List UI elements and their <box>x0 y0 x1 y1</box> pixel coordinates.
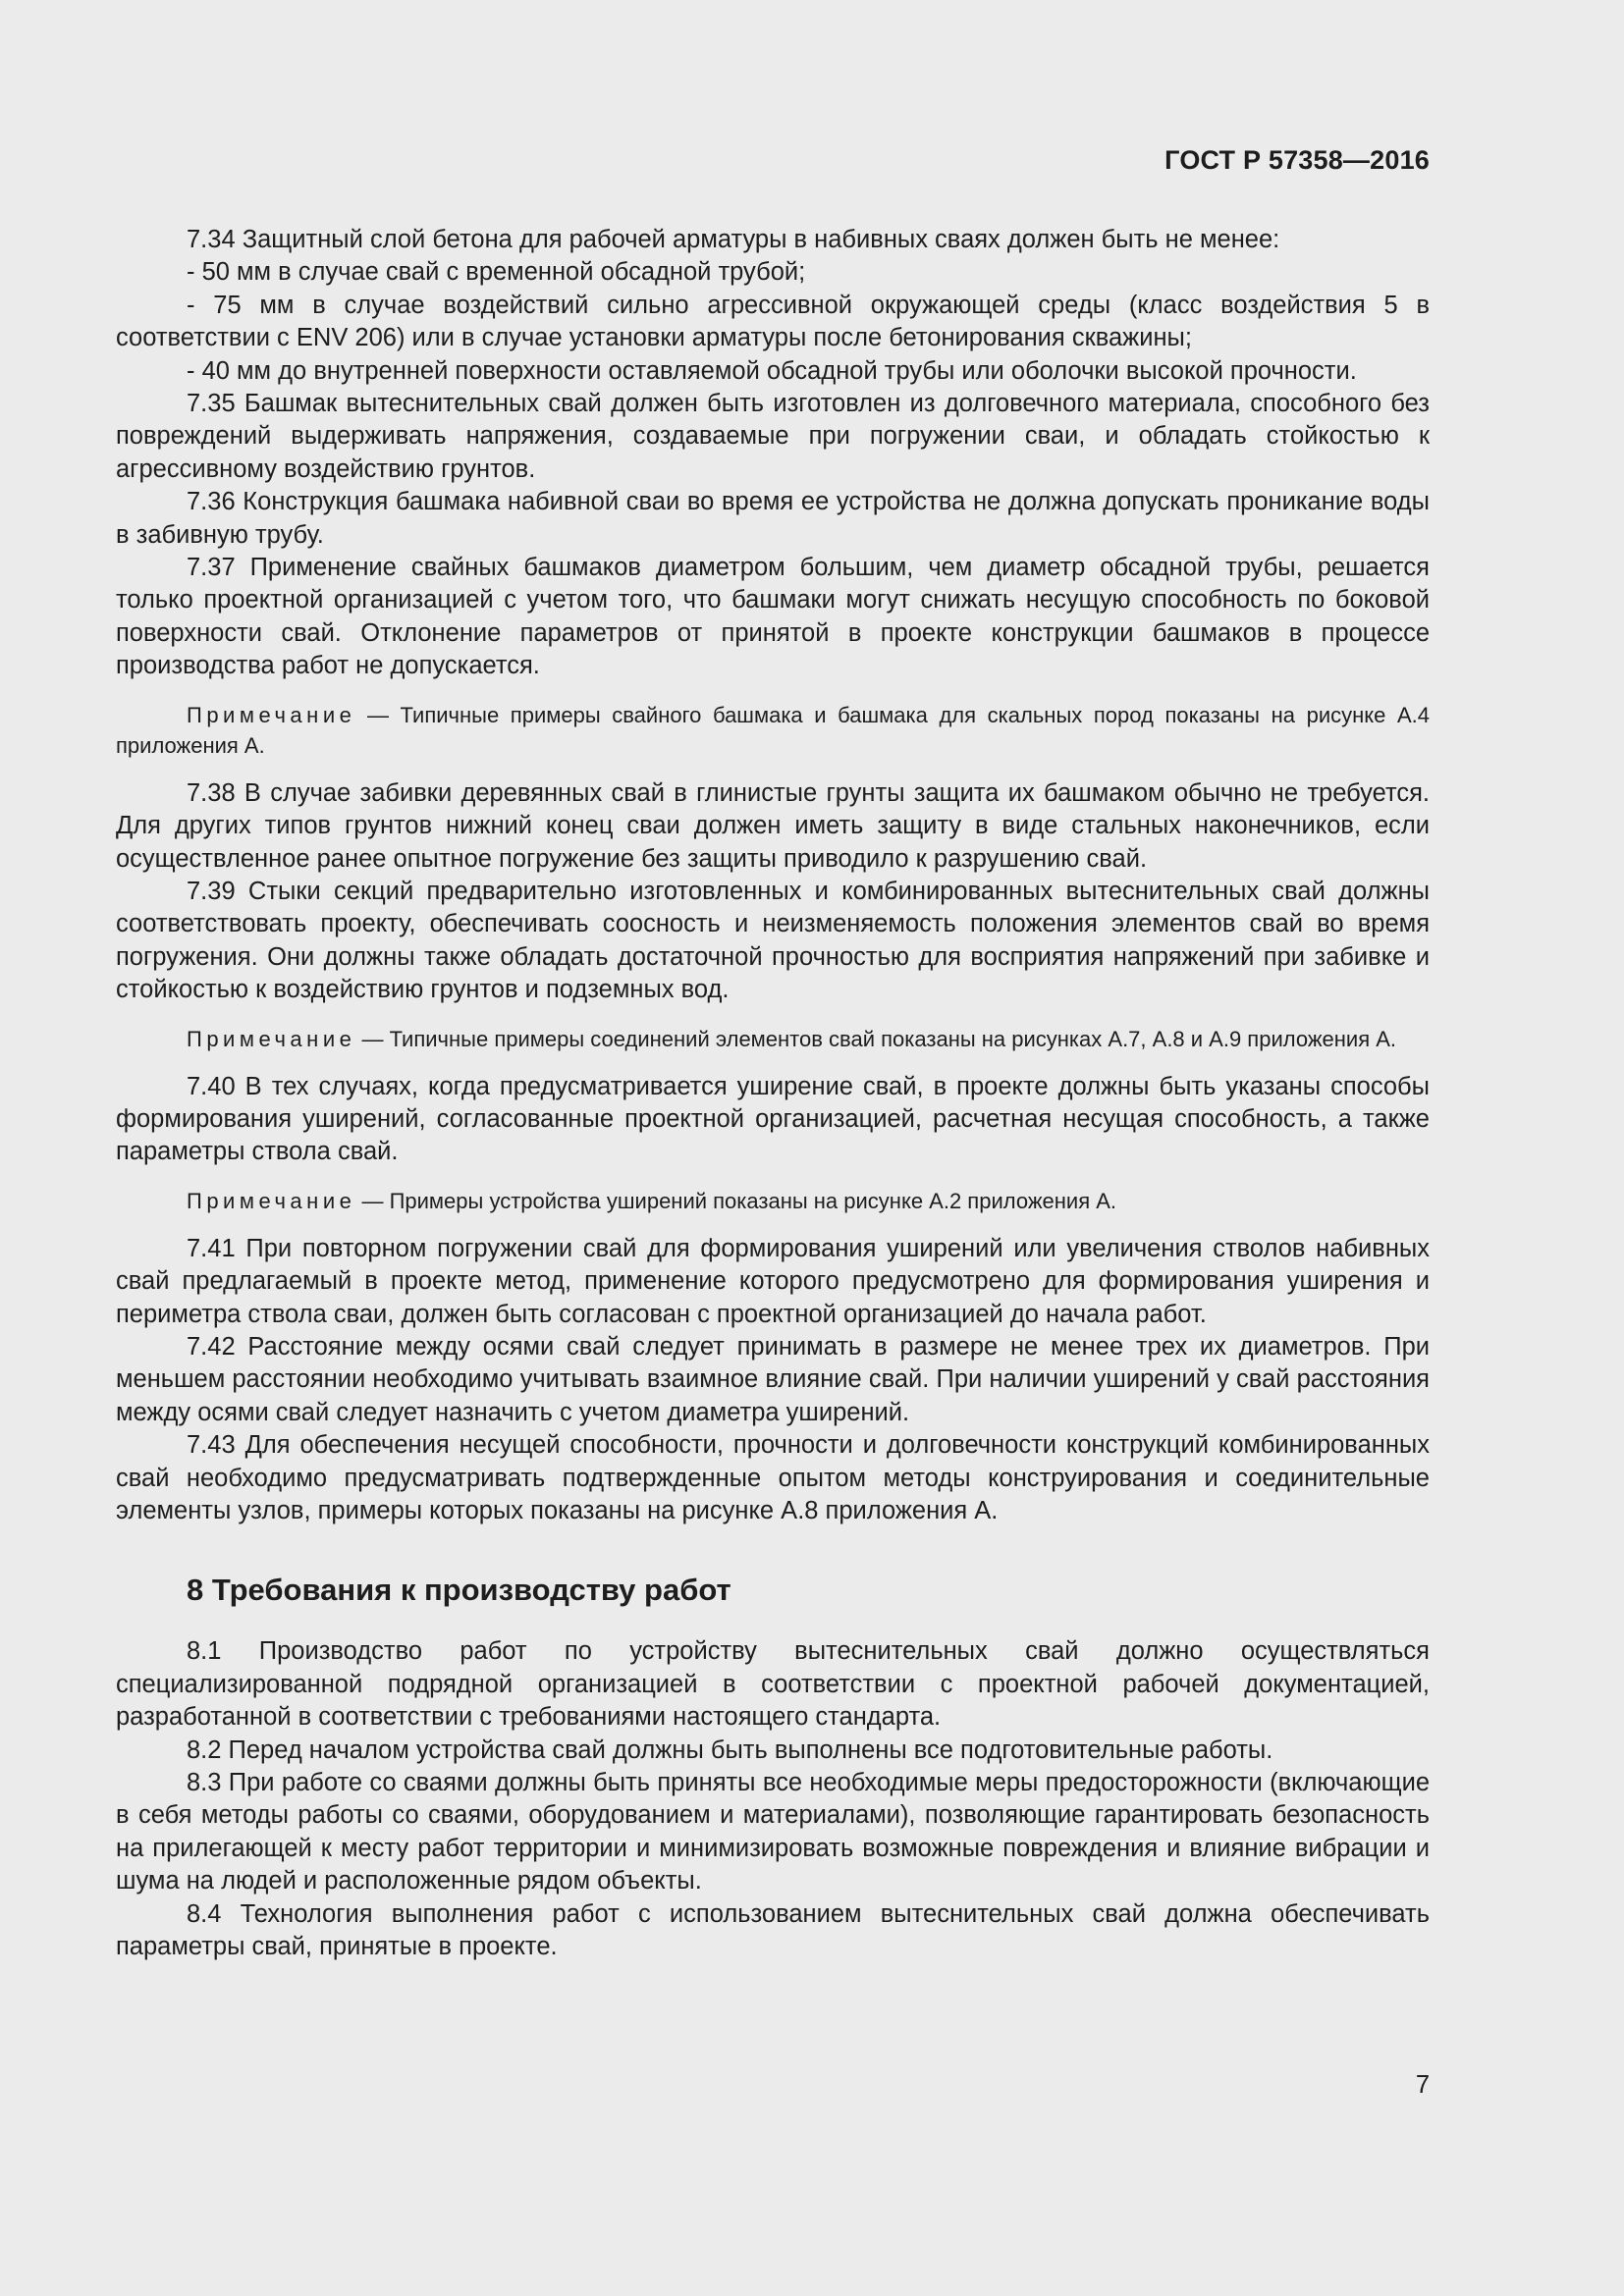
page-number: 7 <box>1415 2071 1430 2099</box>
clause-7-34-item-2: - 75 мм в случае воздействий сильно агрессивной окружающей среды (класс воздействия 5 в соответствии с ENV 206) или в случае установки арматуры после бетонирования скважины; <box>116 291 1430 352</box>
note-text: — Типичные примеры свайного башмака и башмака для скальных пород показаны на рисунке А.4 приложения А. <box>116 702 1430 758</box>
clause-8-2: 8.2 Перед началом устройства свай должны быть выполнены все подготовительные работы. <box>187 1735 1273 1764</box>
clause-7-38: 7.38 В случае забивки деревянных свай в глинистые грунты защита их башмаком обычно не требуется. Для других типов грунтов нижний конец сваи должен иметь защиту в виде стальных наконечников, если осуществленное ранее опытное погружение без защиты приводило к разрушению свай. <box>116 778 1430 873</box>
clause-7-35: 7.35 Башмак вытеснительных свай должен быть изготовлен из долговечного материала, способного без повреждений выдерживать напряжения, создаваемые при погружении сваи, и обладать стойкостью к агрессивному воздействию грунтов. <box>116 390 1430 483</box>
note-3 <box>116 1186 1430 1216</box>
clause-7-36: 7.36 Конструкция башмака набивной сваи во время ее устройства не должна допускать проникание воды в забивную трубу. <box>116 488 1430 549</box>
clause-7-40: 7.40 В тех случаях, когда предусматривается уширение свай, в проекте должны быть указаны способы формирования уширений, согласованные проектной организацией, расчетная несущая способность, а также параметры ствола свай. <box>116 1072 1430 1166</box>
note-text: — Типичные примеры соединений элементов свай показаны на рисунках А.7, А.8 и А.9 приложения А. <box>361 1026 1397 1051</box>
clause-8-1: 8.1 Производство работ по устройству вытеснительных свай должно осуществляться специализированной подрядной организацией в соответствии с проектной рабочей документацией, разработанной в соответствии с требованиями настоящего стандарта. <box>116 1637 1430 1732</box>
clause-7-34-item-3: - 40 мм до внутренней поверхности оставляемой обсадной трубы или оболочки высокой прочности. <box>187 356 1357 385</box>
document-page <box>116 0 1430 2296</box>
note-1 <box>116 700 1430 761</box>
note-label: Примечание <box>187 1188 356 1213</box>
clause-7-34: 7.34 Защитный слой бетона для рабочей арматуры в набивных сваях должен быть не менее: <box>187 226 1280 253</box>
note-2 <box>116 1024 1430 1054</box>
clause-7-42: 7.42 Расстояние между осями свай следует принимать в размере не менее трех их диаметров. При меньшем расстоянии необходимо учитывать взаимное влияние свай. При наличии уширений у свай расстояния между осями свай следует назначить с учетом диаметра уширений. <box>116 1332 1430 1426</box>
clause-7-41: 7.41 При повторном погружении свай для формирования уширений или увеличения стволов набивных свай предлагаемый в проекте метод, применение которого предусмотрено для формирования уширения и периметра ствола сваи, должен быть согласован с проектной организацией до начала работ. <box>116 1234 1430 1328</box>
clause-7-37: 7.37 Применение свайных башмаков диаметром большим, чем диаметр обсадной трубы, решается только проектной организацией с учетом того, что башмаки могут снижать несущую способность по боковой поверхности свай. Отклонение параметров от принятой в проекте конструкции башмаков в процессе производства работ не допускается. <box>116 554 1430 680</box>
note-label: Примечание <box>187 1026 356 1051</box>
document-code-header: ГОСТ Р 57358—2016 <box>1164 145 1430 175</box>
section-8-heading: 8 Требования к производству работ <box>187 1573 731 1608</box>
clause-7-43: 7.43 Для обеспечения несущей способности, прочности и долговечности конструкций комбинированных свай необходимо предусматривать подтвержденные опытом методы конструирования и соединительные элементы узлов, примеры которых показаны на рисунке А.8 приложения А. <box>116 1431 1430 1524</box>
document-body <box>116 224 1430 1963</box>
clause-7-39: 7.39 Стыки секций предварительно изготовленных и комбинированных вытеснительных свай должны соответствовать проекту, обеспечивать соосность и неизменяемость положения элементов свай во время погружения. Они должны также обладать достаточной прочностью для восприятия напряжений при забивке и стойкостью к воздействию грунтов и подземных вод. <box>116 877 1430 1004</box>
clause-7-34-item-1: - 50 мм в случае свай с временной обсадной трубой; <box>187 258 806 287</box>
clause-8-3: 8.3 При работе со сваями должны быть приняты все необходимые меры предосторожности (включающие в себя методы работы со сваями, оборудованием и материалами), позволяющие гарантировать безопасность на прилегающей к месту работ территории и минимизировать возможные повреждения и влияние вибрации и шума на людей и расположенные рядом объекты. <box>116 1769 1430 1896</box>
note-label: Примечание <box>187 702 356 727</box>
clause-8-4: 8.4 Технология выполнения работ с использованием вытеснительных свай должна обеспечивать параметры свай, принятые в проекте. <box>116 1899 1430 1961</box>
note-text: — Примеры устройства уширений показаны на рисунке А.2 приложения А. <box>361 1188 1117 1213</box>
